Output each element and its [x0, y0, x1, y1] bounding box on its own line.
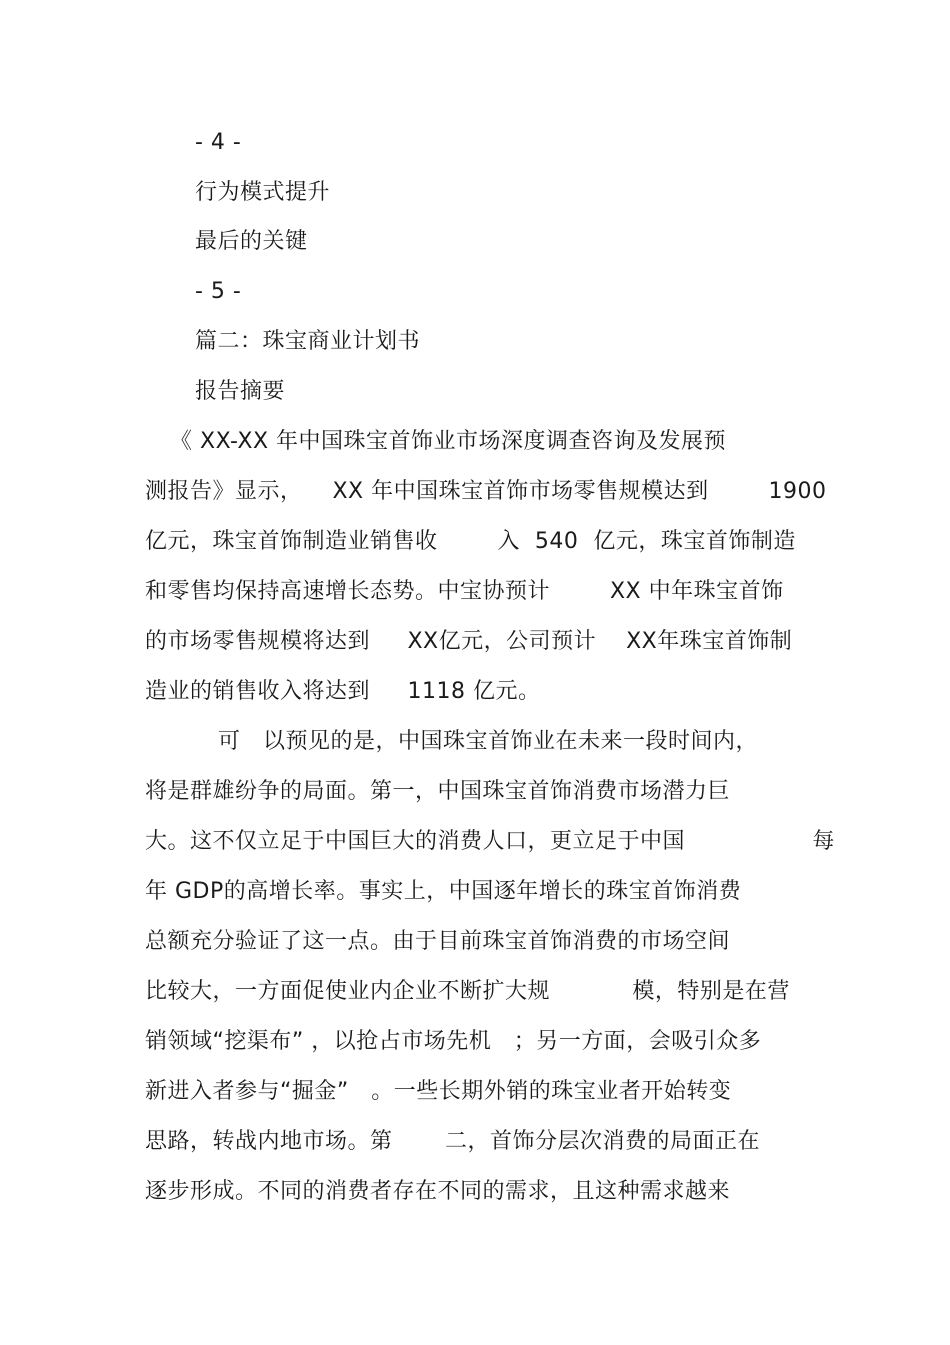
heading-final-key: 最后的关键	[195, 229, 308, 254]
page-number-4: - 4 -	[195, 130, 242, 155]
section-title-report-summary: 报告摘要	[195, 379, 286, 404]
paragraph-line: 《 XX-XX 年中国珠宝首饰业市场深度调查咨询及发展预	[170, 429, 727, 454]
paragraph-line: 和零售均保持高速增长态势。中宝协预计 XX 中年珠宝首饰	[145, 579, 784, 604]
paragraph-line: 大。这不仅立足于中国巨大的消费人口，更立足于中国 每	[145, 829, 835, 854]
paragraph-line: 销领域“挖渠布” ，以抢占市场先机 ；另一方面，会吸引众多	[145, 1029, 762, 1054]
paragraph-line: 将是群雄纷争的局面。第一，中国珠宝首饰消费市场潜力巨	[145, 779, 731, 804]
paragraph-line: 测报告》显示， XX 年中国珠宝首饰市场零售规模达到 1900	[145, 479, 827, 504]
paragraph-line: 新进入者参与“掘金” 。一些长期外销的珠宝业者开始转变	[145, 1079, 732, 1104]
paragraph-line: 可 以预见的是，中国珠宝首饰业在未来一段时间内，	[218, 729, 758, 754]
chapter-title: 篇二：珠宝商业计划书	[195, 329, 421, 354]
paragraph-line: 总额充分验证了这一点。由于目前珠宝首饰消费的市场空间	[145, 929, 731, 954]
heading-behavior-upgrade: 行为模式提升	[195, 180, 331, 205]
paragraph-line: 亿元，珠宝首饰制造业销售收 入 540 亿元，珠宝首饰制造	[145, 529, 796, 554]
paragraph-line: 比较大，一方面促使业内企业不断扩大规 模，特别是在营	[145, 979, 790, 1004]
page-number-5: - 5 -	[195, 279, 242, 304]
paragraph-line: 逐步形成。不同的消费者存在不同的需求，且这种需求越来	[145, 1179, 731, 1204]
paragraph-line: 年 GDP的高增长率。事实上，中国逐年增长的珠宝首饰消费	[145, 879, 742, 904]
paragraph-line: 思路，转战内地市场。第 二，首饰分层次消费的局面正在	[145, 1129, 760, 1154]
paragraph-line: 造业的销售收入将达到 1118 亿元。	[145, 679, 541, 704]
paragraph-line: 的市场零售规模将达到 XX亿元，公司预计 XX年珠宝首饰制	[145, 629, 793, 654]
